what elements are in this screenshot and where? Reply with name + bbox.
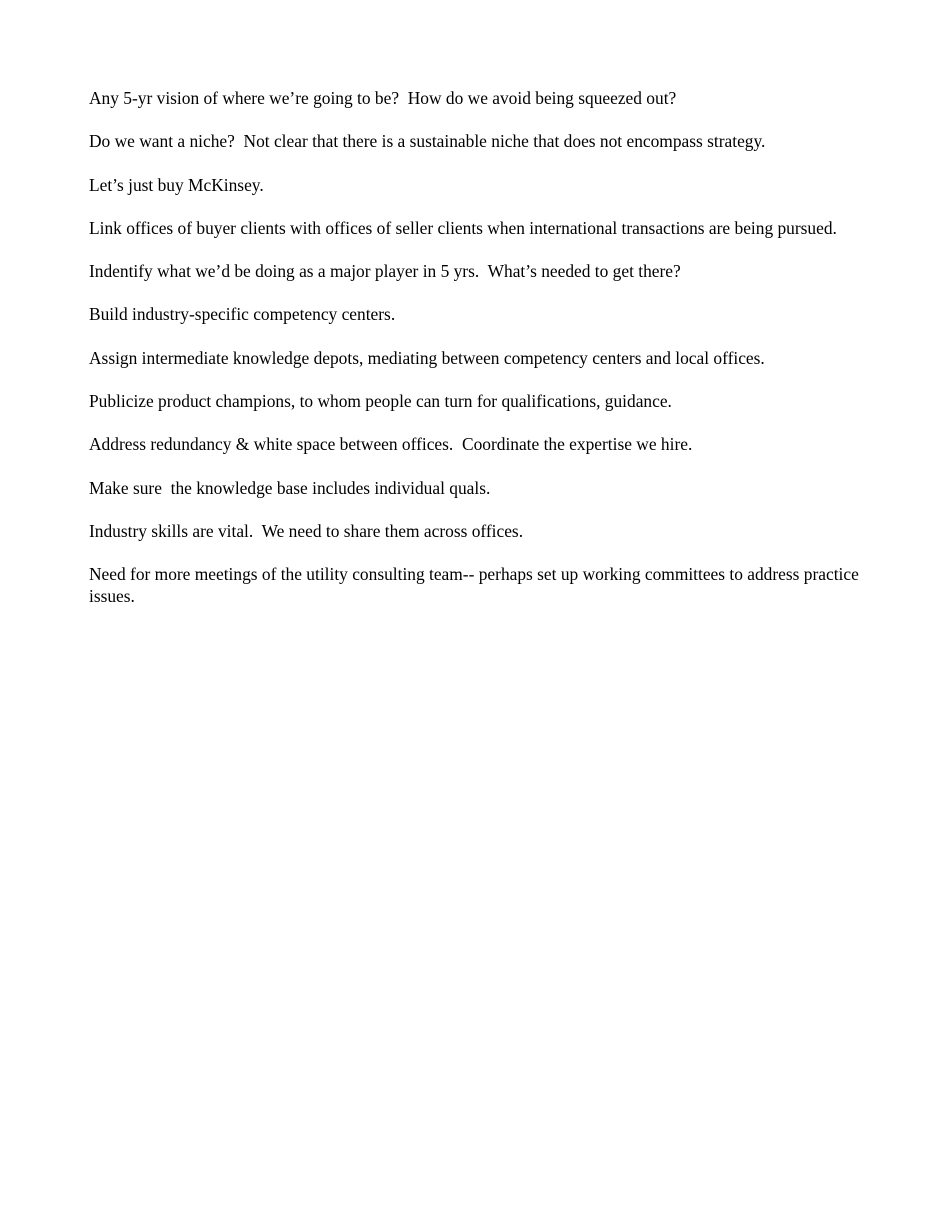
paragraph-redundancy: Address redundancy & white space between offices. Coordinate the expertise we hire. <box>89 434 693 455</box>
paragraph-knowledge-depots: Assign intermediate knowledge depots, mediating between competency centers and local offices. <box>89 347 765 368</box>
document-body <box>89 88 864 629</box>
paragraph-link-offices: Link offices of buyer clients with offices of seller clients when international transactions are being pursued. <box>89 217 837 238</box>
paragraph-knowledge-base: Make sure the knowledge base includes individual quals. <box>89 477 491 498</box>
paragraph-product-champions: Publicize product champions, to whom people can turn for qualifications, guidance. <box>89 391 672 412</box>
paragraph-five-year-vision: Any 5-yr vision of where we’re going to be? How do we avoid being squeezed out? <box>89 88 677 108</box>
paragraph-niche: Do we want a niche? Not clear that there is a sustainable niche that does not encompass strategy. <box>89 131 766 152</box>
paragraph-major-player: Indentify what we’d be doing as a major player in 5 yrs. What’s needed to get there? <box>89 261 681 282</box>
paragraph-more-meetings: Need for more meetings of the utility consulting team-- perhaps set up working committees to address practice issues. <box>89 564 864 606</box>
paragraph-industry-skills: Industry skills are vital. We need to share them across offices. <box>89 520 524 541</box>
paragraph-buy-mckinsey: Let’s just buy McKinsey. <box>89 174 264 195</box>
paragraph-competency-centers: Build industry-specific competency centers. <box>89 304 396 325</box>
